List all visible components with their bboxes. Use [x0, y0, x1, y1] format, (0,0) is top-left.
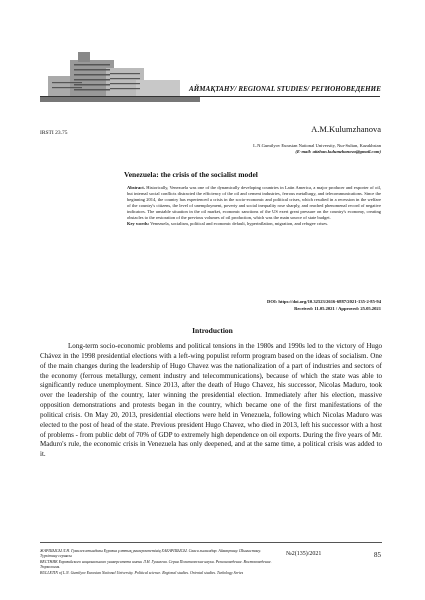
page-number: 85: [374, 551, 381, 559]
author-name: A.M.Kulumzhanova: [311, 124, 381, 134]
footer-journal-names: [40, 549, 275, 576]
doi-block: [267, 298, 381, 312]
keywords-label: Key words:: [127, 221, 150, 227]
section-heading: Introduction: [192, 326, 233, 335]
affiliation-text: L.N.Gumilyov Eurasian National University, Nur-Sultan, Kazakhstan: [253, 143, 381, 148]
issue-number: №2(135)/2021: [286, 551, 322, 557]
abstract-label: Abstract.: [127, 185, 145, 190]
header-rule: [40, 96, 380, 97]
footer-line-kz: ЖАРШЫСЫ Л.Н. Гумилев атындағы Еуразия ұлттық университетінің ХАБАРШЫСЫ. Саяси ғылымдар. Аймақтану. Шығыстану. Түркітану сериясы: [40, 549, 261, 559]
keywords-text: Venezuela, socialism, political and economic default, hyperinflation, migration, and refugee crises.: [150, 221, 329, 227]
author-email: (E-mail: aitzhan.kulumzhanova@gmail.com): [295, 149, 381, 154]
footer-line-en: BULLETIN of L.N. Gumilyov Eurasian National University. Political science. Regional studies. Oriental studies. Turkology Series: [40, 570, 244, 575]
article-title: Venezuela: the crisis of the socialist model: [124, 170, 258, 179]
footer-rule: [40, 542, 382, 543]
irsti-code: IRSTI 23.75: [40, 130, 68, 136]
body-paragraph: Long-term socio-economic problems and political tensions in the 1980s and 1990s led to the victory of Hugo Chávez in the 1998 presidential elections with a left-wing populist reform program based on the ideas of socialism. One of the main changes during the leadership of Hugo Chavez was the nationalization of a part of industries and sectors of the economy (ferrous metallurgy, cement industry and telecommunications), because of which the state was able to significantly reduce unemployment. Since 2013, after the death of Hugo Chavez, his successor, Nicolas Maduro, took over the leadership of the country, later winning the presidential election. Immediately after his election, massive opposition demonstrations and protests began in the country, which became one of the first manifestations of the political crisis. On May 20, 2013, presidential elections were held in Venezuela, following which Nicolas Maduro was elected to the post of head of the state. Previous president Hugo Chavez, who died in 2013, left his successor with a host of problems - from public debt of 70% of GDP to extremely high dependence on oil exports. During the five years of Mr. Maduro's rule, the economic crisis in Venezuela has only deepened, and at the same time, a political crisis was added to it.: [40, 342, 382, 459]
journal-section-title: АЙМАҚТАНУ/ REGIONAL STUDIES/ РЕГИОНОВЕДЕНИЕ: [188, 85, 381, 93]
university-building-image: [40, 42, 200, 120]
doi-link[interactable]: DOI: https://doi.org/10.32523/2616-6887/2021-135-2-85-94: [267, 299, 381, 304]
author-affiliation: [253, 143, 381, 155]
abstract-text: Historically, Venezuela was one of the dynamically developing countries in Latin America, a major producer and exporter of oil, but internal social conflicts distracted the efficiency of the oil and cement industries, ferrous metallurgy, and telecommunications. Since the beginning 2014, the country has experienced a crisis in the socio-economic and political crises, which resulted in a recession in the welfare of the country's citizens, the level of unemployment, poverty and social inequality rose sharply, and reached phenomenal record of negative indicators. The unstable situation in the oil market, economic sanctions of the US exert great pressure on the country's economy, creating obstacles to the restoration of the previous volumes of oil production, which was the main source of state budget.: [127, 185, 381, 221]
received-dates: Received: 11.05.2021 / Approved: 25.05.2021: [294, 306, 381, 311]
abstract-block: [127, 185, 381, 227]
footer-line-ru: ВЕСТНИК Евразийского национального университета имени Л.Н. Гумилева. Серия Политические науки. Регионоведение. Востоковедение. Тюркология.: [40, 559, 272, 570]
